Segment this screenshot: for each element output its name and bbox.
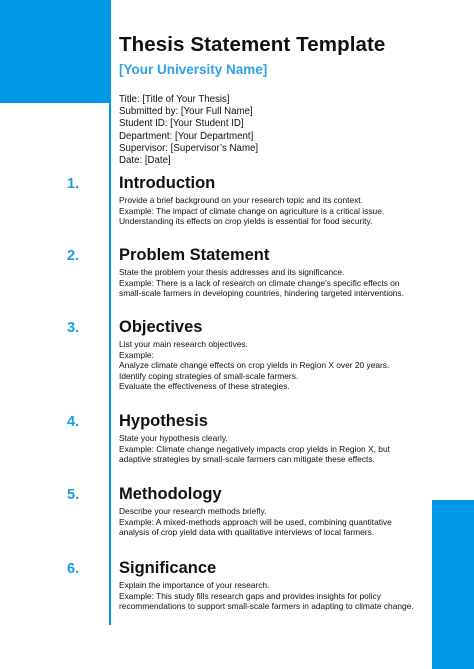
section-title: Problem Statement bbox=[119, 246, 270, 264]
meta-submitted-by: Submitted by: [Your Full Name] bbox=[119, 106, 253, 118]
section-line: List your main research objectives. bbox=[119, 339, 248, 349]
section-title: Methodology bbox=[119, 485, 222, 503]
section-line: State your hypothesis clearly. bbox=[119, 433, 228, 443]
section-number: 2. bbox=[67, 248, 80, 264]
section-line: State the problem your thesis addresses and its significance. bbox=[119, 267, 345, 277]
section-title: Significance bbox=[119, 559, 217, 577]
meta-thesis-title: Title: [Title of Your Thesis] bbox=[119, 94, 230, 105]
section-body bbox=[119, 506, 419, 538]
submission-details bbox=[119, 94, 258, 167]
section-line: Describe your research methods briefly. bbox=[119, 506, 267, 516]
section-body bbox=[119, 267, 419, 299]
section-body bbox=[119, 339, 419, 392]
section-number: 1. bbox=[67, 176, 80, 192]
section-line: Identify coping strategies of small-scale farmers. bbox=[119, 370, 299, 381]
meta-date: Date: [Date] bbox=[119, 155, 171, 167]
section-number: 5. bbox=[67, 487, 80, 503]
section-line: Example: This study fills research gaps and provides insights for policy recommendations to support small-scale farmers in adapting to climate change. bbox=[119, 590, 414, 612]
section-line: Analyze climate change effects on crop yields in Region X over 20 years. bbox=[119, 360, 390, 371]
vertical-accent-line bbox=[109, 0, 111, 625]
section-body bbox=[119, 580, 419, 612]
section-line: Evaluate the effectiveness of these strategies. bbox=[119, 381, 290, 392]
section-line: Example: Climate change negatively impacts crop yields in Region X, but adaptive strategies by small-scale farmers can mitigate these effects. bbox=[119, 443, 390, 465]
section-number: 3. bbox=[67, 320, 80, 336]
section-number: 6. bbox=[67, 561, 80, 577]
section-line: Example: The impact of climate change on agriculture is a critical issue. Understanding its effects on crop yields is essential for food security. bbox=[119, 205, 385, 227]
section-line: Explain the importance of your research. bbox=[119, 580, 270, 590]
university-name: [Your University Name] bbox=[119, 62, 268, 77]
document-title: Thesis Statement Template bbox=[119, 33, 386, 56]
section-body bbox=[119, 195, 419, 227]
section-line: Example: bbox=[119, 349, 154, 360]
top-left-accent-block bbox=[0, 0, 111, 103]
bottom-right-accent-block bbox=[432, 500, 474, 669]
section-line: Example: A mixed-methods approach will be used, combining quantitative analysis of crop yield data with qualitative interviews of local farmers. bbox=[119, 516, 392, 538]
meta-supervisor: Supervisor: [Supervisor’s Name] bbox=[119, 142, 259, 154]
section-title: Introduction bbox=[119, 174, 216, 192]
meta-department: Department: [Your Department] bbox=[119, 130, 254, 142]
section-line: Example: There is a lack of research on climate change's specific effects on small-scale farmers in developing countries, hindering targeted interventions. bbox=[119, 277, 404, 299]
section-title: Hypothesis bbox=[119, 412, 208, 430]
section-number: 4. bbox=[67, 414, 80, 430]
section-line: Provide a brief background on your research topic and its context. bbox=[119, 195, 363, 205]
meta-student-id: Student ID: [Your Student ID] bbox=[119, 118, 244, 130]
section-title: Objectives bbox=[119, 318, 203, 336]
section-body bbox=[119, 433, 419, 465]
